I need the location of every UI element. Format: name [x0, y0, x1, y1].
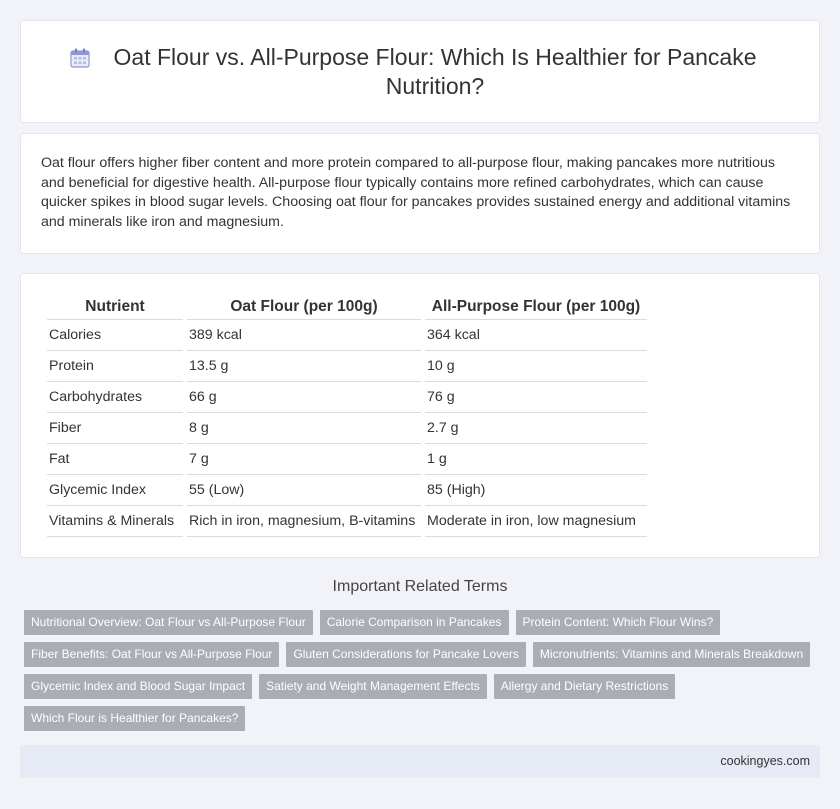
related-term-tag[interactable]: Protein Content: Which Flour Wins? — [516, 610, 721, 635]
oat-flour-cell: 55 (Low) — [187, 475, 421, 506]
column-header-oat-flour: Oat Flour (per 100g) — [187, 294, 421, 320]
nutrient-cell: Fat — [47, 444, 183, 475]
table-row — [47, 475, 647, 506]
table-row — [47, 413, 647, 444]
page-title: Oat Flour vs. All-Purpose Flour: Which Is Healthier for Pancake Nutrition? — [113, 44, 757, 99]
related-terms-title: Important Related Terms — [332, 578, 508, 595]
site-name[interactable]: cookingyes.com — [720, 754, 810, 768]
related-term-tag[interactable]: Which Flour is Healthier for Pancakes? — [24, 706, 245, 731]
table-row — [47, 382, 647, 413]
related-term-tag[interactable]: Fiber Benefits: Oat Flour vs All-Purpose Flour — [24, 642, 279, 667]
nutrient-cell: Fiber — [47, 413, 183, 444]
related-terms-list — [24, 610, 824, 738]
tag-row — [24, 674, 824, 699]
oat-flour-cell: Rich in iron, magnesium, B-vitamins — [187, 506, 421, 537]
nutrient-cell: Glycemic Index — [47, 475, 183, 506]
table-header-row — [47, 294, 647, 320]
table-row — [47, 506, 647, 537]
related-term-tag[interactable]: Allergy and Dietary Restrictions — [494, 674, 675, 699]
oat-flour-cell: 8 g — [187, 413, 421, 444]
table-row — [47, 320, 647, 351]
nutrient-cell: Calories — [47, 320, 183, 351]
title-card — [20, 20, 820, 123]
related-term-tag[interactable]: Calorie Comparison in Pancakes — [320, 610, 509, 635]
all-purpose-flour-cell: 1 g — [425, 444, 647, 475]
table-card — [20, 273, 820, 558]
tag-row — [24, 642, 824, 667]
oat-flour-cell: 13.5 g — [187, 351, 421, 382]
all-purpose-flour-cell: 10 g — [425, 351, 647, 382]
related-term-tag[interactable]: Satiety and Weight Management Effects — [259, 674, 487, 699]
oat-flour-cell: 7 g — [187, 444, 421, 475]
related-term-tag[interactable]: Nutritional Overview: Oat Flour vs All-Purpose Flour — [24, 610, 313, 635]
nutrient-cell: Carbohydrates — [47, 382, 183, 413]
related-term-tag[interactable]: Glycemic Index and Blood Sugar Impact — [24, 674, 252, 699]
all-purpose-flour-cell: 76 g — [425, 382, 647, 413]
table-row — [47, 351, 647, 382]
oat-flour-cell: 389 kcal — [187, 320, 421, 351]
intro-card — [20, 133, 820, 254]
column-header-all-purpose-flour: All-Purpose Flour (per 100g) — [425, 294, 647, 320]
column-header-nutrient: Nutrient — [47, 294, 183, 320]
all-purpose-flour-cell: Moderate in iron, low magnesium — [425, 506, 647, 537]
intro-paragraph: Oat flour offers higher fiber content and more protein compared to all-purpose flour, making pancakes more nutritious and beneficial for digestive health. All-purpose flour typically contains more refined carbohydrates, which can cause quicker spikes in blood sugar levels. Choosing oat flour for pancakes provides sustained energy and additional vitamins and minerals like iron and magnesium. — [41, 155, 791, 230]
oat-flour-cell: 66 g — [187, 382, 421, 413]
all-purpose-flour-cell: 85 (High) — [425, 475, 647, 506]
all-purpose-flour-cell: 2.7 g — [425, 413, 647, 444]
all-purpose-flour-cell: 364 kcal — [425, 320, 647, 351]
footer — [20, 745, 820, 778]
tag-row — [24, 610, 824, 635]
nutrient-cell: Protein — [47, 351, 183, 382]
table-row — [47, 444, 647, 475]
nutrient-cell: Vitamins & Minerals — [47, 506, 183, 537]
tag-row — [24, 706, 824, 731]
related-term-tag[interactable]: Gluten Considerations for Pancake Lovers — [286, 642, 525, 667]
nutrition-table — [43, 294, 651, 537]
related-term-tag[interactable]: Micronutrients: Vitamins and Minerals Breakdown — [533, 642, 810, 667]
